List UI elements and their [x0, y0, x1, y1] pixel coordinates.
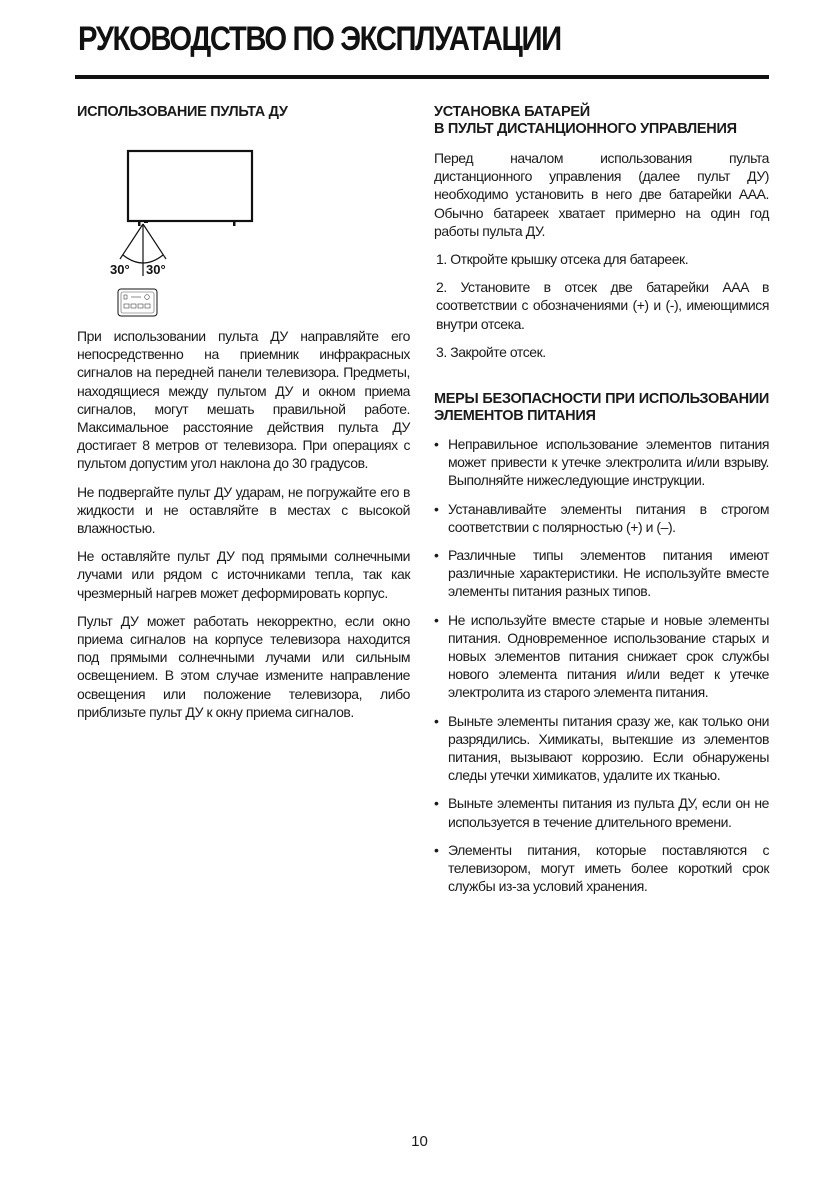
bullet-dot: • — [434, 712, 439, 729]
safety-bullet-item — [434, 500, 769, 536]
left-column — [77, 104, 410, 721]
remote-usage-heading: ИСПОЛЬЗОВАНИЕ ПУЛЬТА ДУ — [77, 104, 288, 120]
safety-bullet-item — [434, 546, 769, 601]
bullet-dot: • — [434, 795, 439, 812]
remote-usage-paragraph-3: Не оставляйте пульт ДУ под прямыми солнечными лучами или рядом с источниками тепла, так как чрезмерный нагрев может деформировать корпус. — [77, 548, 410, 601]
safety-bullet-text: Элементы питания, которые поставляются с телевизором, могут иметь более короткий срок службы из-за условий хранения. — [448, 841, 769, 895]
title-rule — [75, 75, 769, 79]
remote-usage-paragraph-2: Не подвергайте пульт ДУ ударам, не погружайте его в жидкости и не оставляйте в местах с высокой влажностью. — [77, 483, 410, 537]
safety-bullet-text: Различные типы элементов питания имеют различные характеристики. Не используйте вместе элементы питания разных типов. — [448, 547, 769, 600]
tv-screen-outline — [128, 151, 252, 221]
battery-heading-line-1: УСТАНОВКА БАТАРЕЙ — [434, 104, 590, 120]
page-title: РУКОВОДСТВО ПО ЭКСПЛУАТАЦИИ — [78, 20, 561, 58]
bullet-dot: • — [434, 547, 439, 564]
remote-usage-paragraph-1: При использовании пульта ДУ направляйте его непосредственно на приемник инфракрасных сигналов на передней панели телевизора. Предметы, находящиеся между пультом ДУ и окном приема сигналов, могут мешать правильной работе. Максимальное расстояние действия пульта ДУ достигает 8 метров от телевизора. При операциях с пультом допустим угол наклона до 30 градусов. — [77, 328, 410, 472]
remote-usage-paragraph-4: Пульт ДУ может работать некорректно, если окно приема сигналов на корпусе телевизора находится под прямыми солнечными лучами или сильным освещением. В этом случае измените направление освещения или положение телевизора, либо приблизьте пульт ДУ к окну приема сигналов. — [77, 612, 410, 720]
angle-line-right — [143, 224, 166, 259]
safety-bullet-item — [434, 794, 769, 830]
safety-bullet-item — [434, 435, 769, 490]
safety-bullet-item — [434, 611, 769, 702]
tv-stand-right — [233, 221, 236, 226]
battery-safety-heading: МЕРЫ БЕЗОПАСНОСТИ ПРИ ИСПОЛЬЗОВАНИИ ЭЛЕМЕНТОВ ПИТАНИЯ — [434, 391, 769, 425]
bullet-dot: • — [434, 611, 439, 628]
tv-stand-left — [138, 221, 141, 226]
bullet-dot: • — [434, 500, 439, 517]
right-column — [434, 104, 769, 906]
angle-label-left: 30° — [110, 262, 130, 277]
battery-heading-line-2: В ПУЛЬТ ДИСТАНЦИОННОГО УПРАВЛЕНИЯ — [434, 121, 737, 137]
safety-bullet-text: Неправильное использование элементов питания может привести к утечке электролита и/или взрыву. Выполняйте нижеследующие инструкции. — [448, 436, 769, 489]
safety-bullet-text: Выньте элементы питания сразу же, как только они разрядились. Химикаты, вытекшие из элементов питания, вызывают коррозию. Если обнаружены следы утечки химикатов, удалите их тканью. — [448, 712, 769, 784]
page-number: 10 — [411, 1133, 428, 1150]
safety-bullet-item — [434, 841, 769, 896]
angle-line-left — [120, 224, 143, 259]
battery-install-heading — [434, 104, 769, 138]
tv-ir-sensor — [144, 220, 148, 223]
angle-label-right: 30° — [146, 262, 166, 277]
safety-bullet-text: Выньте элементы питания из пульта ДУ, если он не используется в течение длительного времени. — [448, 795, 769, 830]
battery-step-1: 1. Откройте крышку отсека для батареек. — [436, 251, 689, 268]
battery-step-3: 3. Закройте отсек. — [436, 343, 546, 360]
bullet-dot: • — [434, 436, 439, 453]
remote-angle-diagram — [77, 121, 410, 321]
battery-intro-paragraph: Перед началом использования пульта дистанционного управления (далее пульт ДУ) необходимо установить в него две батарейки AAA. Обычно батареек хватает примерно на один год работы пульта ДУ. — [434, 150, 769, 239]
tv-remote-illustration — [77, 121, 410, 321]
safety-bullet-item — [434, 712, 769, 785]
remote-control-icon — [118, 289, 157, 316]
safety-bullet-text: Устанавливайте элементы питания в строгом соответствии с полярностью (+) и (–). — [448, 500, 769, 535]
battery-step-2: 2. Установите в отсек две батарейки AAA в соответствии с обозначениями (+) и (-), имеющимися внутри отсека. — [436, 279, 769, 332]
safety-bullet-text: Не используйте вместе старые и новые элементы питания. Одновременное использование старых и новых элементов питания снижает срок службы нового элемента питания и/или ведет к утечке электролита из старого элемента питания. — [448, 611, 769, 701]
bullet-dot: • — [434, 841, 439, 858]
safety-bullet-list — [434, 435, 769, 895]
